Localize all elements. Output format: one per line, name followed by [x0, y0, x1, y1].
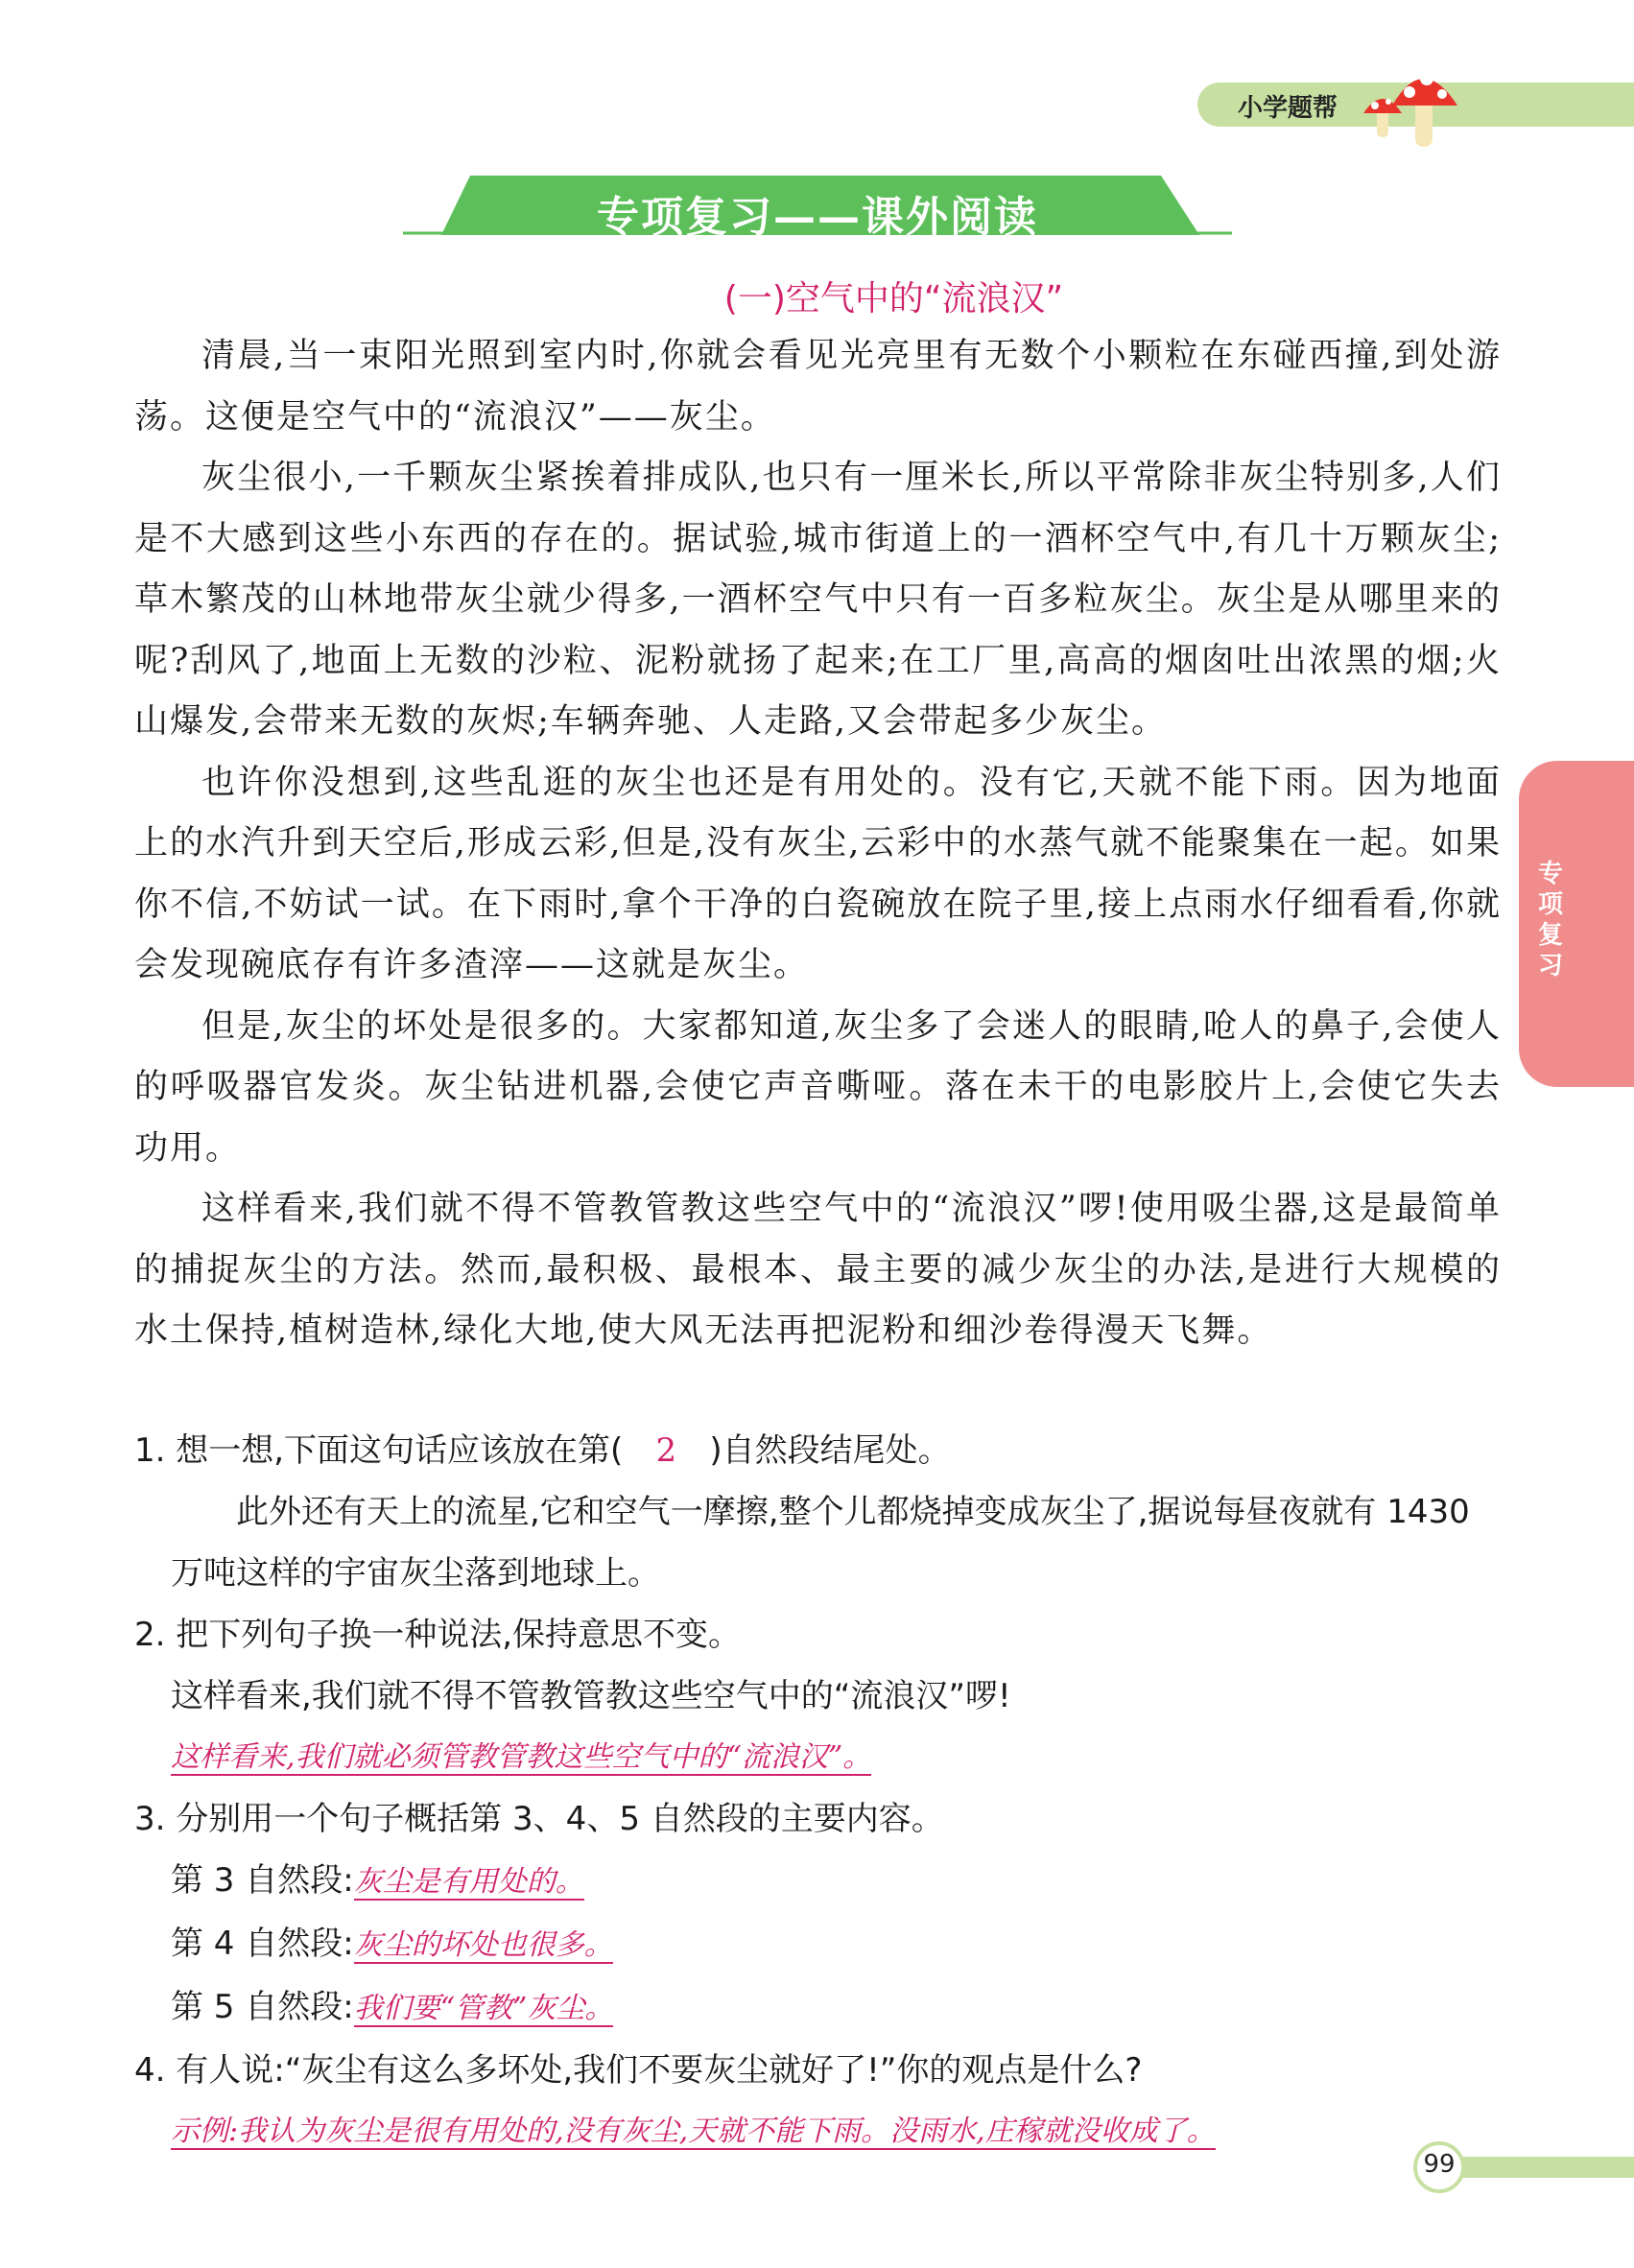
answer-line-q2[interactable]: 这样看来,我们就必须管教管教这些空气中的“流浪汉”。 — [171, 1740, 872, 1774]
question-2: 2. 把下列句子换一种说法,保持意思不变。 — [134, 1616, 742, 1654]
article-paragraph-4: 但是,灰尘的坏处是很多的。大家都知道,灰尘多了会迷人的眼睛,呛人的鼻子,会使人的呼吸器官发炎。灰尘钻进机器,会使它声音嘶哑。落在未干的电影胶片上,会使它失去功用。 — [134, 1006, 1502, 1168]
answer-line-q3-1[interactable]: 灰尘是有用处的。 — [353, 1865, 584, 1899]
question-1-quote: 此外还有天上的流星,它和空气一摩擦,整个儿都烧掉变成灰尘了,据说每昼夜就有 1430 万吨这样的宇宙灰尘落到地球上。 — [171, 1493, 1470, 1593]
question-2-sentence: 这样看来,我们就不得不管教管教这些空气中的“流浪汉”啰! — [171, 1677, 1011, 1715]
answer-line-q3-3[interactable]: 我们要“管教”灰尘。 — [353, 1992, 614, 2025]
side-tab-label: 专项复习 — [1537, 860, 1563, 980]
article-paragraph-1: 清晨,当一束阳光照到室内时,你就会看见光亮里有无数个小颗粒在东碰西撞,到处游荡。这便是空气中的“流浪汉”——灰尘。 — [134, 337, 1502, 437]
brand-label: 小学题帮 — [1238, 94, 1338, 123]
answer-line-q3-2[interactable]: 灰尘的坏处也很多。 — [353, 1928, 613, 1962]
question-3-item: 第 3 自然段:灰尘是有用处的。 — [171, 1861, 584, 1900]
mushroom-icon — [1358, 56, 1468, 152]
article-paragraph-5: 这样看来,我们就不得不管教管教这些空气中的“流浪汉”啰!使用吸尘器,这是最简单的捕捉灰尘的方法。然而,最积极、最根本、最主要的减少灰尘的办法,是进行大规模的水土保持,植树造林,绿化大地,使大风无法再把泥粉和细沙卷得漫天飞舞。 — [134, 1190, 1502, 1350]
question-3: 3. 分别用一个句子概括第 3、4、5 自然段的主要内容。 — [134, 1800, 944, 1838]
article-paragraph-2: 灰尘很小,一千颗灰尘紧挨着排成队,也只有一厘米长,所以平常除非灰尘特别多,人们是不大感到这些小东西的存在的。据试验,城市街道上的一酒杯空气中,有几十万颗灰尘;草木繁茂的山林地带灰尘就少得多,一酒杯空气中只有一百多粒灰尘。灰尘是从哪里来的呢?刮风了,地面上无数的沙粒、泥粉就扬了起来;在工厂里,高高的烟囱吐出浓黑的烟;火山爆发,会带来无数的灰烬;车辆奔驰、人走路,又会带起多少灰尘。 — [134, 459, 1502, 741]
question-1: 1. 想一想,下面这句话应该放在第( 2 )自然段结尾处。 — [134, 1420, 1502, 1481]
question-3-item: 第 4 自然段:灰尘的坏处也很多。 — [171, 1925, 613, 1963]
page-number: 99 — [1423, 2150, 1456, 2179]
question-4: 4. 有人说:“灰尘有这么多坏处,我们不要灰尘就好了!”你的观点是什么? — [134, 2051, 1143, 2090]
page-title: 专项复习——课外阅读 — [597, 193, 1038, 242]
page-number-bar — [1449, 2157, 1634, 2178]
answer-line-q4[interactable]: 示例:我认为灰尘是很有用处的,没有灰尘,天就不能下雨。没雨水,庄稼就没收成了。 — [171, 2114, 1216, 2148]
answer-blank-q1[interactable]: 2 — [655, 1431, 677, 1470]
article-body — [134, 326, 1502, 1362]
questions-section — [134, 1420, 1502, 2162]
article-paragraph-3: 也许你没想到,这些乱逛的灰尘也还是有用处的。没有它,天就不能下雨。因为地面上的水汽升到天空后,形成云彩,但是,没有灰尘,云彩中的水蒸气就不能聚集在一起。如果你不信,不妨试一试。在下雨时,拿个干净的白瓷碗放在院子里,接上点雨水仔细看看,你就会发现碗底存有许多渣滓——这就是灰尘。 — [134, 763, 1502, 984]
question-3-item: 第 5 自然段:我们要“管教”灰尘。 — [171, 1988, 614, 2026]
article-subtitle: (一)空气中的“流浪汉” — [723, 279, 1064, 319]
